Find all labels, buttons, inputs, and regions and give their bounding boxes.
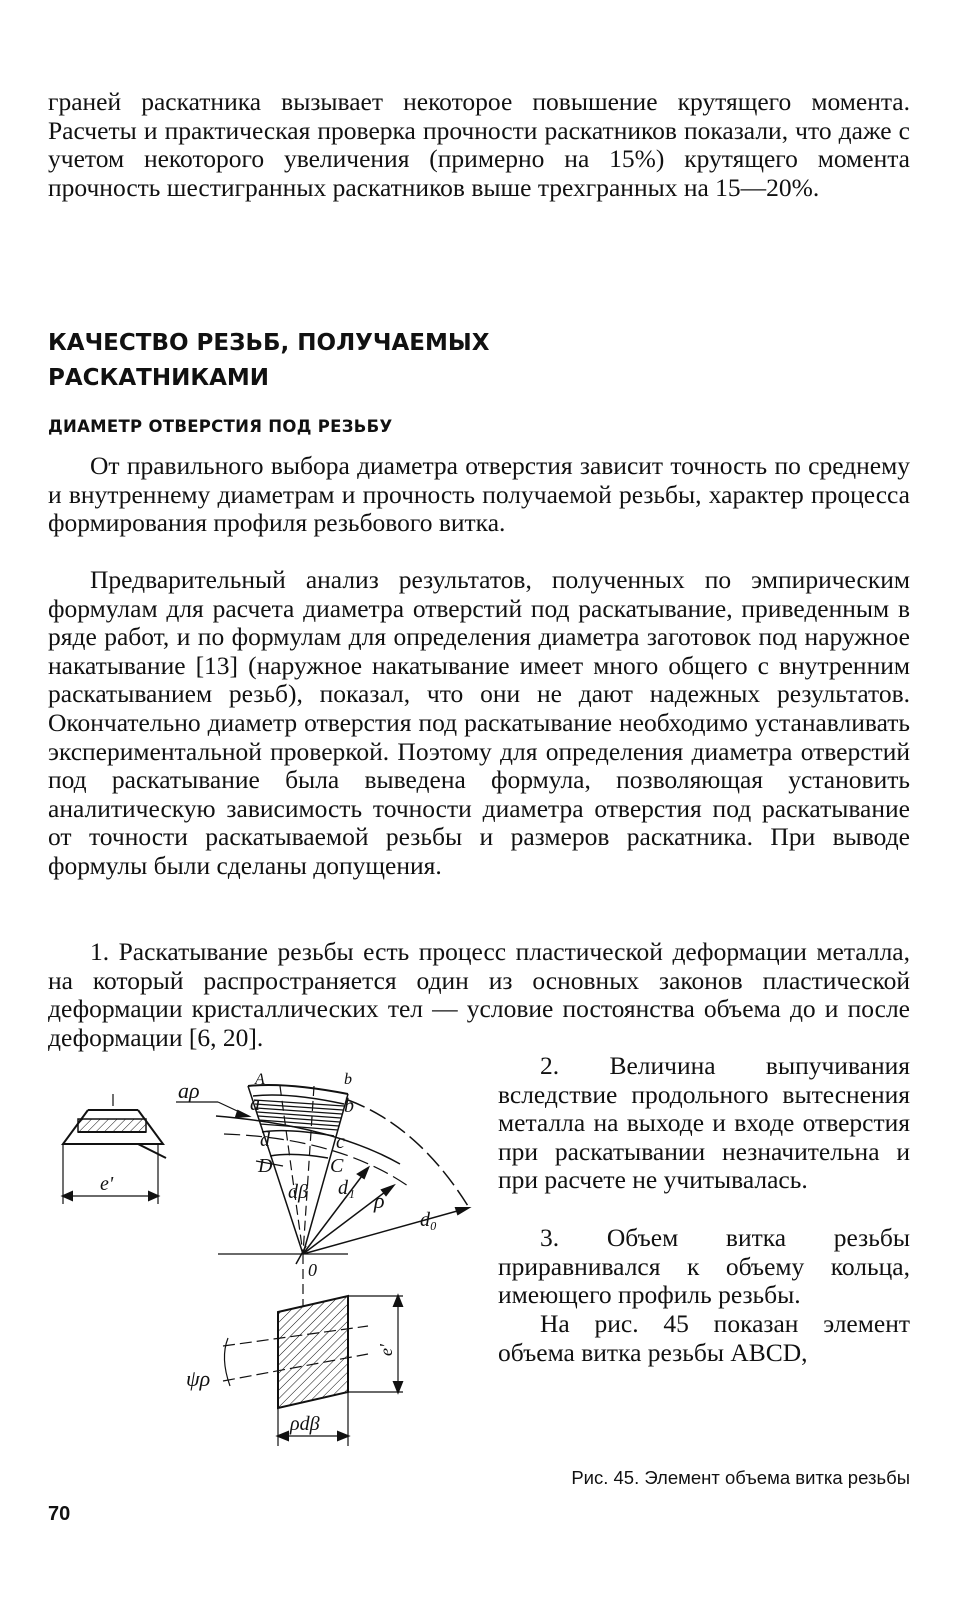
subsection-heading: ДИАМЕТР ОТВЕРСТИЯ ПОД РЕЗЬБУ — [48, 417, 393, 436]
paragraph-assumption-2: 2. Величина выпучивания вследствие продольного вытеснения металла на выходе и входе отверстия при раскатывании незначительна и при расчете не учитывалась. — [498, 1051, 910, 1195]
label-C: C — [330, 1155, 344, 1177]
label-d-beta: dβ — [288, 1181, 308, 1203]
label-A: A — [255, 1071, 265, 1088]
label-b: b — [344, 1095, 354, 1117]
label-O: 0 — [308, 1260, 317, 1280]
figure-caption: Рис. 45. Элемент объема витка резьбы — [571, 1467, 910, 1488]
label-D: D — [258, 1155, 273, 1177]
paragraph-figure-reference: На рис. 45 показан элемент объема витка резьбы ABCD, — [498, 1309, 910, 1367]
figure-45 — [48, 1071, 488, 1466]
section-heading-line-1: КАЧЕСТВО РЕЗЬБ, ПОЛУЧАЕМЫХ — [48, 330, 490, 356]
label-rho-d-beta: ρdβ — [290, 1413, 320, 1435]
paragraph-analysis: Предварительный анализ результатов, полученных по эмпирическим формулам для расчета диаметра отверстий под раскатывание, приведенным в ряде работ, и по формулам для определения диаметра заготовок под наружное накатывание [13] (наружное накатывание имеет много общего с внутренним раскатыванием резьб), показал, что они не дают надежных результатов. Окончательно диаметр отверстия под раскатывание необходимо устанавливать экспериментальной проверкой. Поэтому для определения диаметра отверстий под раскатывание была выведена формула, позволяющая установить аналитическую зависимость точности диаметра отверстия под раскатывание от точности раскатываемой резьбы и размеров раскатника. При выводе формулы были сделаны допущения. — [48, 565, 910, 880]
label-a: a — [250, 1093, 260, 1115]
intro-paragraph: граней раскатника вызывает некоторое повышение крутящего момента. Расчеты и практическая проверка прочности раскатников показали, что даже с учетом некоторого увеличения (примерно на 15%) крутящего момента прочность шестигранных раскатников выше трехгранных на 15—20%. — [48, 87, 910, 202]
paragraph-assumption-1: 1. Раскатывание резьбы есть процесс пластической деформации металла, на который распространяется один из основных законов пластической деформации кристаллических тел — условие постоянства объема до и после деформации [6, 20]. — [48, 937, 910, 1052]
label-d: d — [260, 1129, 270, 1151]
paragraph-assumption-3: 3. Объем витка резьбы приравнивался к объему кольца, имеющего профиль резьбы. — [498, 1223, 910, 1310]
section-heading — [48, 326, 548, 396]
label-c: c — [336, 1131, 345, 1153]
label-rho: ρ — [374, 1188, 385, 1213]
label-psi-rho: ψρ — [186, 1366, 211, 1391]
label-d1: d₁ — [338, 1177, 355, 1199]
label-b-top: b — [344, 1071, 352, 1088]
section-heading-line-2: РАСКАТНИКАМИ — [48, 365, 270, 391]
label-e-prime-right: e' — [376, 1344, 396, 1356]
label-e-prime-left: e' — [100, 1173, 114, 1195]
page-number: 70 — [48, 1503, 71, 1525]
paragraph-hole-diameter: От правильного выбора диаметра отверстия зависит точность по среднему и внутреннему диаметрам и прочность получаемой резьбы, характер процесса формирования профиля резьбового витка. — [48, 451, 910, 538]
label-a-rho: aρ — [178, 1078, 200, 1103]
label-d0: d₀ — [420, 1209, 437, 1231]
